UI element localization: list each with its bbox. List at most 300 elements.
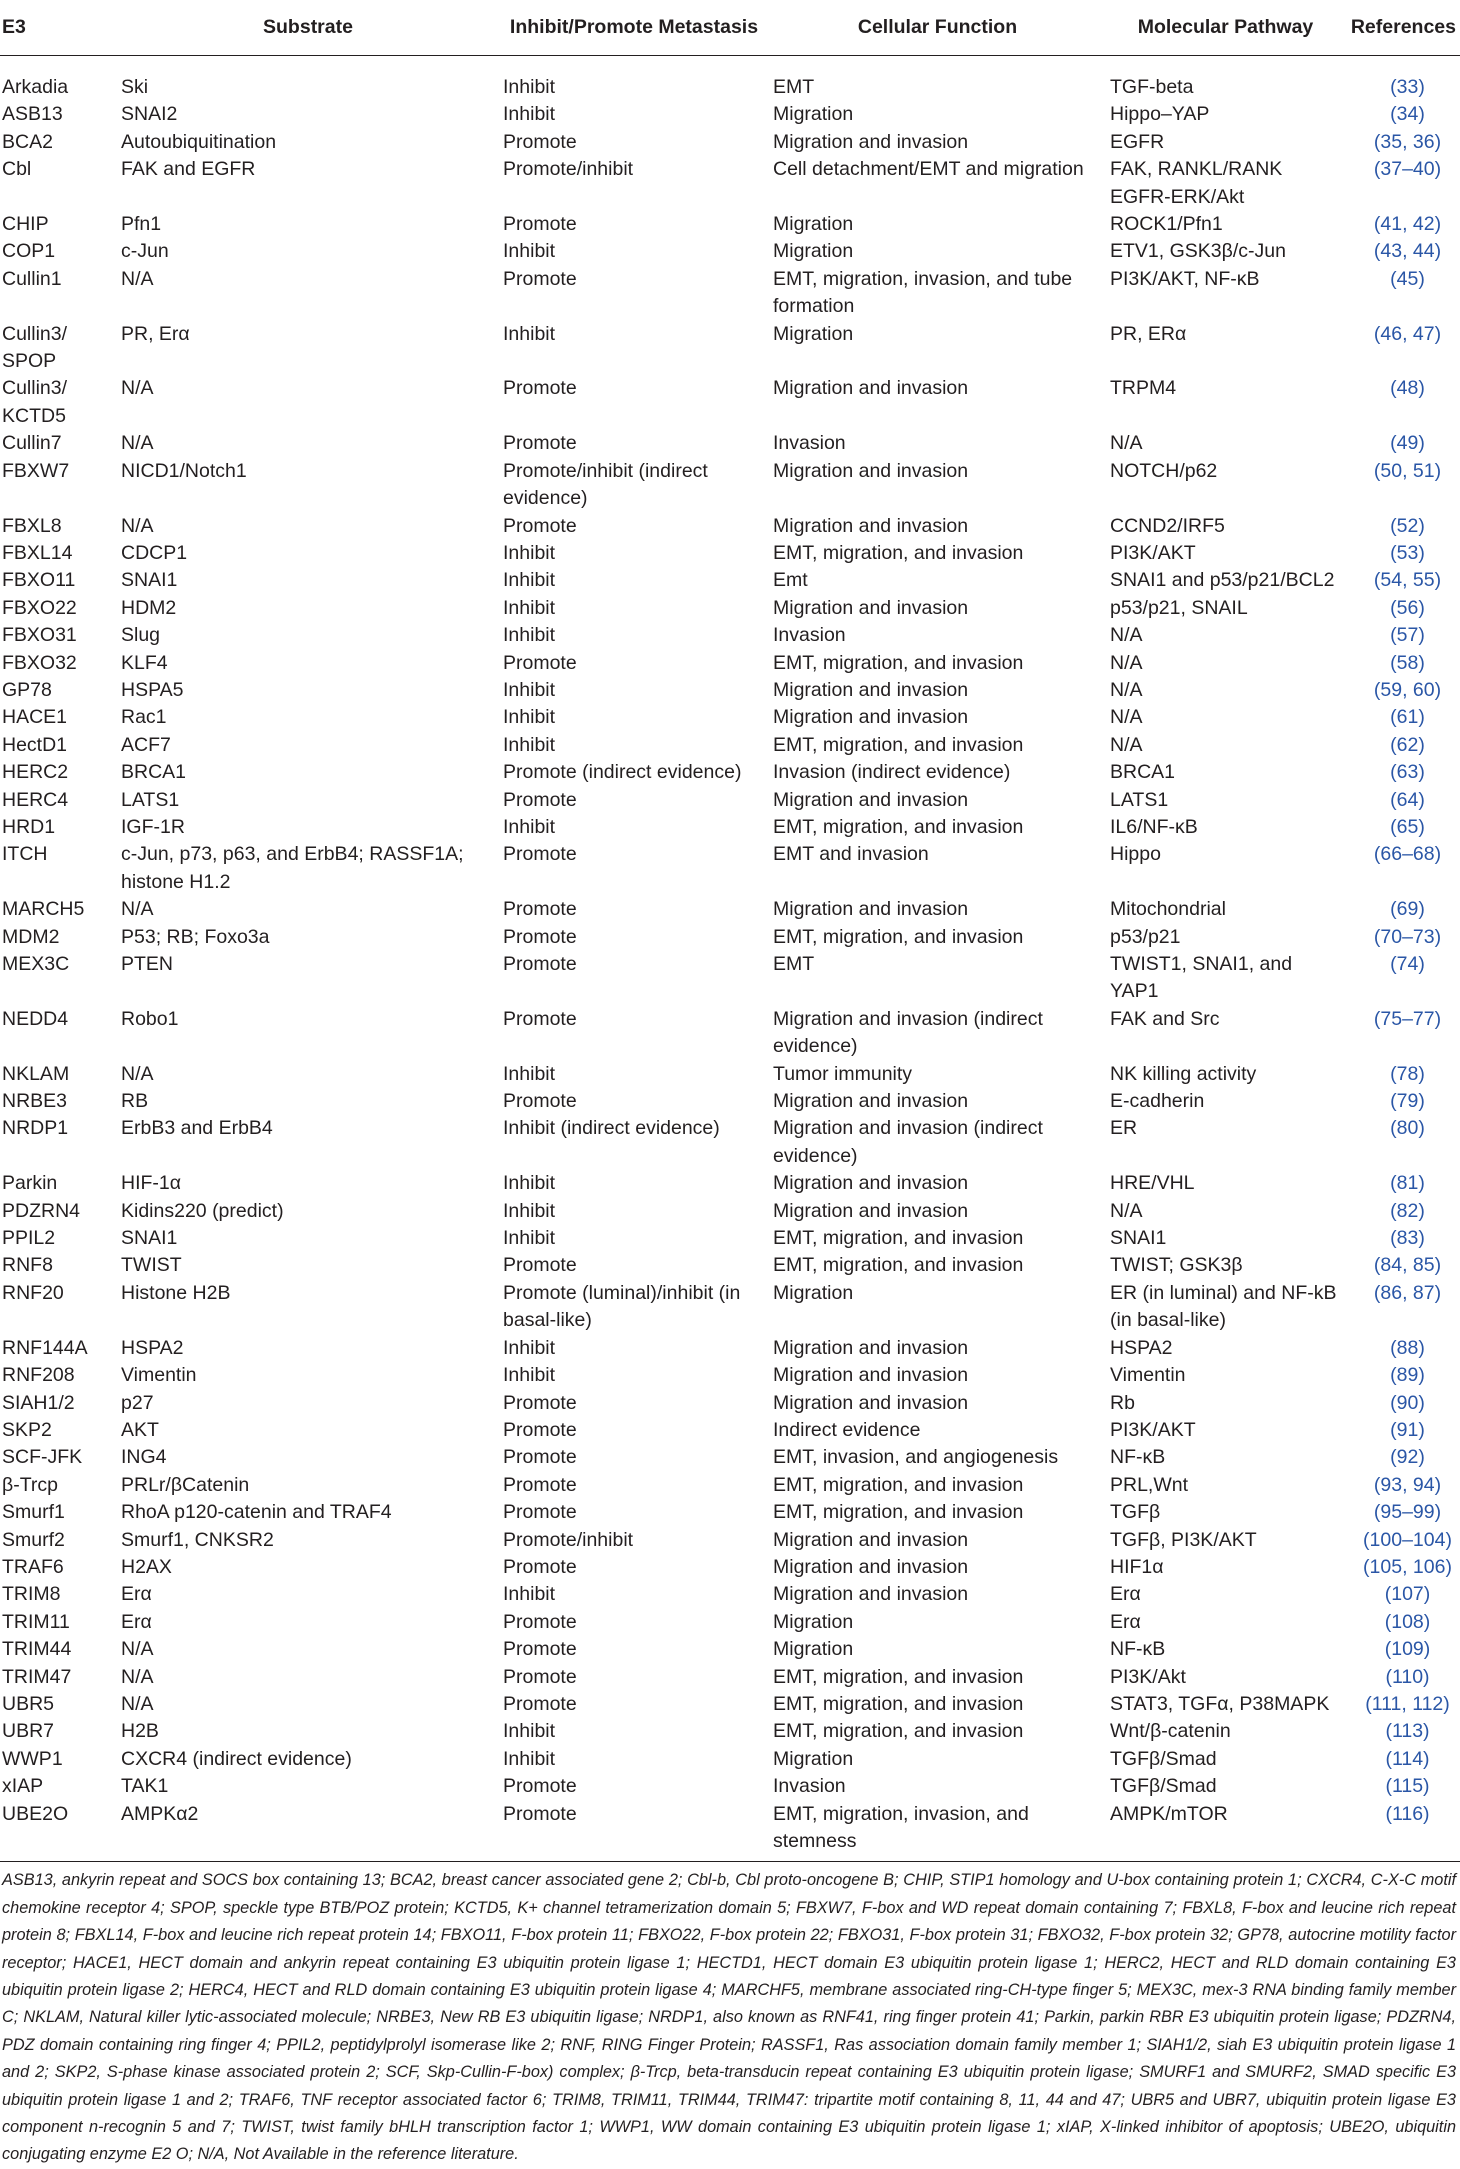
table-row [0, 1390, 1460, 1417]
cell-reference[interactable]: (115) [1385, 1775, 1430, 1798]
table-row [0, 1252, 1460, 1279]
cell-function: Migration and invasion [773, 1172, 969, 1195]
table-row [0, 1280, 1460, 1335]
cell-reference[interactable]: (41, 42) [1373, 213, 1442, 236]
table-row [0, 567, 1460, 594]
table-row [0, 951, 1460, 1006]
table-row [0, 1773, 1460, 1800]
cell-reference[interactable]: (45) [1390, 267, 1425, 290]
table-row [0, 1527, 1460, 1554]
cell-e3: HERC2 [2, 761, 69, 784]
table-row [0, 1225, 1460, 1252]
cell-pathway: N/A [1110, 706, 1143, 729]
table-footnote: ASB13, ankyrin repeat and SOCS box containing 13; BCA2, breast cancer associated gene 2; Cbl-b, Cbl proto-oncogene B; CHIP, STIP1 homology and U-box containing protein 1; CXCR4, C-X-C motif chemokine receptor 4; SPOP, speckle type BTB/POZ protein; KCTD5, K+ channel tetramerization domain 5; FBXW7, F-box and WD repeat domain containing 7; FBXL8, F-box and leucine rich repeat protein 8; FBXL14, F-box and leucine rich repeat protein 14; FBXO11, F-box protein 11; FBXO22, F-box protein 22; FBXO31, F-box protein 31; FBXO32, F-box protein 32; GP78, autocrine motility factor receptor; HACE1, HECT domain and ankyrin repeat containing E3 ubiquitin protein ligase 1; HECTD1, HECT domain E3 ubiquitin protein ligase 1; HERC2, HECT and RLD domain containing E3 ubiquitin protein ligase 2; HERC4, HECT and RLD domain containing E3 ubiquitin protein ligase 4; MARCHF5, membrane associated ring-CH-type finger 5; MEX3C, mex-3 RNA binding family member C; NKLAM, Natural killer lytic-associated molecule; NRBE3, New RB E3 ubiquitin ligase; NRDP1, also known as RNF41, ring finger protein 41; Parkin, parkin RBR E3 ubiquitin protein ligase; PDZRN4, PDZ domain containing ring finger 4; PPIL2, peptidylprolyl isomerase like 2; RNF, RING Finger Protein; RASSF1, Ras association domain family member 1; SIAH1/2, siah E3 ubiquitin protein ligase 1 and 2; SKP2, S-phase kinase associated protein 2; SCF, Skp-Cullin-F-box) complex; β-Trcp, beta-transducin repeat containing E3 ubiquitin protein ligase; SMURF1 and SMURF2, SMAD specific E3 ubiquitin protein ligase 1 and 2; TRAF6, TNF receptor associated factor 6; TRIM8, TRIM11, TRIM44, TRIM47: tripartite motif containing 8, 11, 44 and 47; UBR5 and UBR7, ubiquitin protein ligase E3 component n-recognin 5 and 7; TWIST, twist family bHLH transcription factor 1; WWP1, WW domain containing E3 ubiquitin protein ligase 1; xIAP, X-linked inhibitor of apoptosis; UBE2O, ubiquitin conjugating enzyme E2 O; N/A, Not Available in the reference literature. [2, 1871, 1456, 2164]
cell-pathway: PI3K/AKT [1110, 541, 1196, 564]
cell-pathway: p53/p21, SNAIL [1110, 596, 1248, 619]
cell-e3: PDZRN4 [2, 1199, 81, 1222]
cell-effect: Inhibit (indirect evidence) [503, 1117, 720, 1140]
cell-e3: RNF20 [2, 1281, 64, 1304]
cell-reference[interactable]: (48) [1390, 377, 1425, 400]
cell-reference[interactable]: (91) [1390, 1418, 1425, 1441]
cell-reference[interactable]: (78) [1390, 1062, 1425, 1085]
cell-pathway: FAK and Src [1110, 1007, 1220, 1030]
cell-function: Tumor immunity [773, 1062, 913, 1085]
cell-substrate: HSPA2 [121, 1336, 184, 1359]
table-row [0, 650, 1460, 677]
cell-substrate: N/A [121, 514, 154, 537]
cell-reference[interactable]: (61) [1390, 706, 1425, 729]
table-row [0, 1088, 1460, 1115]
cell-substrate: PR, Erα [121, 322, 190, 345]
cell-effect: Inhibit [503, 569, 556, 592]
cell-e3: Cullin3/ KCTD5 [2, 377, 68, 427]
cell-effect: Inhibit [503, 1062, 556, 1085]
cell-pathway: AMPK/mTOR [1110, 1802, 1228, 1825]
cell-reference[interactable]: (52) [1390, 514, 1425, 537]
cell-reference[interactable]: (37–40) [1373, 158, 1442, 181]
cell-e3: NRBE3 [2, 1090, 68, 1113]
cell-pathway: STAT3, TGFα, P38MAPK [1110, 1692, 1330, 1715]
cell-substrate: c-Jun [121, 240, 169, 263]
cell-substrate: Erα [121, 1610, 152, 1633]
cell-effect: Inhibit [503, 1720, 556, 1743]
table-row [0, 595, 1460, 622]
cell-substrate: N/A [121, 1638, 154, 1661]
table-row [0, 1006, 1460, 1061]
cell-pathway: Mitochondrial [1110, 898, 1226, 921]
cell-function: Migration [773, 1747, 854, 1770]
cell-reference[interactable]: (83) [1390, 1227, 1425, 1250]
cell-reference[interactable]: (56) [1390, 596, 1425, 619]
cell-reference[interactable]: (89) [1390, 1364, 1425, 1387]
cell-pathway: N/A [1110, 733, 1143, 756]
table-row [0, 1691, 1460, 1718]
cell-effect: Promote [503, 1090, 577, 1113]
table-row [0, 1362, 1460, 1389]
cell-reference[interactable]: (95–99) [1373, 1501, 1442, 1524]
cell-effect: Promote [503, 953, 577, 975]
cell-substrate: N/A [121, 1692, 154, 1715]
cell-effect: Promote [503, 1802, 577, 1825]
cell-e3: TRIM11 [2, 1610, 70, 1633]
cell-reference[interactable]: (82) [1390, 1199, 1425, 1222]
table-row [0, 759, 1460, 786]
cell-function: EMT, migration, and invasion [773, 541, 1024, 564]
cell-reference[interactable]: (93, 94) [1373, 1473, 1442, 1496]
cell-function: Migration and invasion (indirect evidence) [773, 1007, 1043, 1058]
table-row [0, 430, 1460, 457]
cell-pathway: TRPM4 [1110, 377, 1177, 400]
cell-effect: Promote [503, 1007, 577, 1030]
table-row [0, 101, 1460, 128]
cell-function: Migration and invasion (indirect evidence) [773, 1117, 1043, 1167]
cell-reference[interactable]: (113) [1385, 1720, 1430, 1743]
cell-e3: NRDP1 [2, 1117, 69, 1140]
cell-function: EMT, migration, and invasion [773, 1692, 1024, 1715]
cell-effect: Inhibit [503, 76, 556, 98]
cell-substrate: HDM2 [121, 596, 177, 619]
cell-function: Emt [773, 569, 808, 592]
cell-e3: xIAP [2, 1775, 44, 1798]
cell-reference[interactable]: (90) [1390, 1391, 1425, 1414]
table-row [0, 1417, 1460, 1444]
cell-effect: Inhibit [503, 1364, 556, 1387]
cell-substrate: N/A [121, 1062, 154, 1085]
cell-substrate: N/A [121, 1665, 154, 1688]
cell-function: Indirect evidence [773, 1418, 921, 1441]
cell-e3: SCF-JFK [2, 1446, 83, 1469]
cell-pathway: E-cadherin [1110, 1090, 1205, 1113]
cell-pathway: SNAI1 [1110, 1227, 1167, 1250]
cell-function: EMT, migration, and invasion [773, 1254, 1024, 1277]
table-row [0, 266, 1460, 321]
cell-effect: Promote [503, 1473, 577, 1496]
cell-substrate: N/A [121, 377, 154, 400]
cell-function: EMT, migration, and invasion [773, 815, 1024, 838]
cell-substrate: TWIST [121, 1254, 182, 1277]
table-row [0, 841, 1460, 896]
cell-reference[interactable]: (46, 47) [1373, 322, 1442, 345]
cell-reference[interactable]: (33) [1390, 76, 1425, 98]
cell-effect: Inhibit [503, 1336, 556, 1359]
cell-pathway: HIF1α [1110, 1555, 1164, 1578]
table-row [0, 1581, 1460, 1608]
cell-reference[interactable]: (114) [1385, 1747, 1430, 1770]
cell-function: Migration and invasion [773, 377, 969, 400]
cell-reference[interactable]: (75–77) [1373, 1007, 1442, 1030]
cell-function: EMT [773, 76, 815, 98]
cell-function: Migration [773, 322, 854, 345]
cell-e3: Cullin7 [2, 432, 62, 455]
cell-reference[interactable]: (54, 55) [1373, 569, 1442, 592]
cell-pathway: SNAI1 and p53/p21/BCL2 [1110, 569, 1335, 592]
table-row [0, 321, 1460, 376]
cell-reference[interactable]: (107) [1384, 1583, 1431, 1606]
cell-reference[interactable]: (59, 60) [1373, 678, 1442, 701]
table-header [0, 0, 1460, 56]
cell-effect: Promote [503, 1254, 577, 1277]
cell-pathway: TGFβ [1110, 1501, 1161, 1524]
table-row [0, 129, 1460, 156]
cell-reference[interactable]: (79) [1390, 1090, 1425, 1113]
cell-e3: FBXO11 [2, 569, 76, 592]
cell-pathway: ER [1110, 1117, 1138, 1140]
cell-function: Migration and invasion [773, 1391, 969, 1414]
cell-e3: TRIM8 [2, 1583, 61, 1606]
cell-function: Migration and invasion [773, 678, 969, 701]
cell-substrate: c-Jun, p73, p63, and ErbB4; RASSF1A; histone H1.2 [121, 843, 464, 893]
table-row [0, 1444, 1460, 1471]
cell-e3: FBXO31 [2, 624, 77, 647]
table-row [0, 513, 1460, 540]
cell-substrate: Slug [121, 624, 161, 647]
header-references: References [1345, 0, 1460, 56]
cell-e3: FBXO32 [2, 651, 77, 674]
cell-e3: SIAH1/2 [2, 1391, 75, 1414]
cell-pathway: HSPA2 [1110, 1336, 1173, 1359]
cell-e3: β-Trcp [2, 1473, 58, 1496]
cell-e3: WWP1 [2, 1747, 63, 1770]
cell-effect: Promote [503, 514, 577, 537]
cell-function: Migration and invasion [773, 706, 969, 729]
cell-function: Migration [773, 213, 854, 236]
cell-pathway: TGFβ/Smad [1110, 1775, 1217, 1798]
cell-substrate: Smurf1, CNKSR2 [121, 1528, 274, 1551]
cell-e3: RNF144A [2, 1336, 88, 1359]
table-row [0, 540, 1460, 567]
cell-pathway: TWIST1, SNAI1, and YAP1 [1110, 953, 1293, 1003]
cell-substrate: ING4 [121, 1446, 167, 1469]
cell-e3: TRIM44 [2, 1638, 72, 1661]
cell-pathway: EGFR [1110, 130, 1165, 153]
cell-reference[interactable]: (86, 87) [1373, 1281, 1442, 1304]
cell-pathway: N/A [1110, 624, 1143, 647]
cell-pathway: ETV1, GSK3β/c-Jun [1110, 240, 1286, 263]
cell-reference[interactable]: (105, 106) [1363, 1555, 1452, 1578]
cell-reference[interactable]: (70–73) [1373, 925, 1442, 948]
cell-reference[interactable]: (53) [1390, 541, 1425, 564]
cell-effect: Promote [503, 1775, 577, 1798]
cell-effect: Inhibit [503, 1583, 556, 1606]
table-row [0, 704, 1460, 731]
cell-function: Migration and invasion [773, 898, 969, 921]
table-row [0, 1115, 1460, 1170]
cell-pathway: PR, ERα [1110, 322, 1187, 345]
cell-effect: Promote [503, 130, 577, 153]
cell-reference[interactable]: (108) [1384, 1610, 1431, 1633]
cell-reference[interactable]: (66–68) [1373, 843, 1442, 866]
cell-reference[interactable]: (65) [1390, 815, 1425, 838]
cell-substrate: Autoubiquitination [121, 130, 277, 153]
cell-function: Migration and invasion [773, 514, 969, 537]
cell-function: Migration and invasion [773, 459, 969, 482]
cell-function: EMT, migration, and invasion [773, 925, 1024, 948]
cell-e3: Cullin1 [2, 267, 62, 290]
cell-reference[interactable]: (49) [1390, 432, 1425, 455]
table-row [0, 1664, 1460, 1691]
cell-function: EMT, migration, and invasion [773, 1473, 1024, 1496]
cell-reference[interactable]: (69) [1390, 898, 1425, 921]
cell-substrate: LATS1 [121, 788, 180, 811]
table-row [0, 1746, 1460, 1773]
table-row [0, 1718, 1460, 1745]
cell-effect: Inhibit [503, 1172, 556, 1195]
cell-reference[interactable]: (109) [1384, 1638, 1431, 1661]
table-row [0, 1636, 1460, 1663]
table-row [0, 458, 1460, 513]
cell-pathway: Erα [1110, 1610, 1141, 1633]
cell-reference[interactable]: (74) [1390, 953, 1425, 975]
cell-e3: HectD1 [2, 733, 68, 756]
cell-function: EMT and invasion [773, 843, 929, 866]
cell-pathway: NOTCH/p62 [1110, 459, 1218, 482]
cell-e3: CHIP [2, 213, 49, 236]
cell-reference[interactable]: (64) [1390, 788, 1425, 811]
cell-function: Migration and invasion [773, 130, 969, 153]
table-row [0, 1472, 1460, 1499]
cell-function: Invasion [773, 1775, 846, 1798]
header-e3: E3 [0, 0, 117, 56]
cell-e3: UBE2O [2, 1802, 69, 1825]
cell-substrate: p27 [121, 1391, 154, 1414]
cell-pathway: PRL,Wnt [1110, 1473, 1189, 1496]
table-row [0, 238, 1460, 265]
table-row [0, 1554, 1460, 1581]
cell-substrate: KLF4 [121, 651, 168, 674]
cell-e3: UBR7 [2, 1720, 55, 1743]
cell-substrate: Robo1 [121, 1007, 179, 1030]
cell-pathway: p53/p21 [1110, 925, 1181, 948]
cell-e3: SKP2 [2, 1418, 52, 1441]
cell-effect: Inhibit [503, 678, 556, 701]
cell-reference[interactable]: (88) [1390, 1336, 1425, 1359]
cell-substrate: Ski [121, 76, 149, 98]
cell-e3: Cbl [2, 158, 32, 181]
cell-function: EMT, migration, and invasion [773, 1665, 1024, 1688]
table-row [0, 732, 1460, 759]
cell-e3: HRD1 [2, 815, 56, 838]
cell-function: Migration and invasion [773, 1528, 969, 1551]
cell-function: Migration [773, 1281, 854, 1304]
cell-reference[interactable]: (63) [1390, 761, 1425, 784]
cell-effect: Promote [503, 788, 577, 811]
cell-effect: Inhibit [503, 240, 556, 263]
cell-effect: Inhibit [503, 596, 556, 619]
table-row [0, 896, 1460, 923]
cell-effect: Promote [503, 925, 577, 948]
cell-substrate: SNAI1 [121, 569, 178, 592]
cell-effect: Inhibit [503, 733, 556, 756]
cell-reference[interactable]: (80) [1390, 1117, 1425, 1140]
cell-effect: Inhibit [503, 624, 556, 647]
table-row [0, 56, 1460, 102]
cell-function: EMT, migration, invasion, and stemness [773, 1802, 1029, 1852]
table-row [0, 1335, 1460, 1362]
cell-e3: PPIL2 [2, 1227, 56, 1250]
cell-substrate: H2AX [121, 1555, 172, 1578]
cell-reference[interactable]: (110) [1385, 1665, 1430, 1688]
table-row [0, 787, 1460, 814]
cell-substrate: AMPKα2 [121, 1802, 199, 1825]
table-row [0, 622, 1460, 649]
cell-reference[interactable]: (43, 44) [1373, 240, 1442, 263]
cell-substrate: FAK and EGFR [121, 158, 256, 181]
cell-reference[interactable]: (92) [1390, 1446, 1425, 1469]
cell-e3: FBXW7 [2, 459, 70, 482]
cell-effect: Promote [503, 898, 577, 921]
cell-effect: Promote [503, 267, 577, 290]
cell-reference[interactable]: (116) [1385, 1802, 1430, 1825]
cell-pathway: Hippo [1110, 843, 1161, 866]
cell-effect: Inhibit [503, 103, 556, 126]
cell-e3: RNF208 [2, 1364, 75, 1387]
cell-pathway: BRCA1 [1110, 761, 1176, 784]
cell-function: Migration [773, 240, 854, 263]
cell-reference[interactable]: (100–104) [1363, 1528, 1452, 1551]
cell-e3: HACE1 [2, 706, 68, 729]
cell-reference[interactable]: (62) [1390, 733, 1425, 756]
cell-effect: Inhibit [503, 706, 556, 729]
table-row [0, 1170, 1460, 1197]
cell-pathway: FAK, RANKL/RANK EGFR-ERK/Akt [1110, 158, 1283, 208]
cell-e3: Cullin3/ SPOP [2, 322, 68, 373]
cell-substrate: ACF7 [121, 733, 171, 756]
cell-substrate: Pfn1 [121, 213, 162, 236]
cell-pathway: IL6/NF-κB [1110, 815, 1198, 838]
cell-reference[interactable]: (57) [1390, 624, 1425, 647]
cell-reference[interactable]: (84, 85) [1373, 1254, 1442, 1277]
cell-e3: MDM2 [2, 925, 60, 948]
table-row [0, 814, 1460, 841]
cell-pathway: Hippo–YAP [1110, 103, 1210, 126]
cell-pathway: Vimentin [1110, 1364, 1186, 1387]
cell-e3: ASB13 [2, 103, 63, 126]
cell-function: Migration and invasion [773, 1336, 969, 1359]
table-row [0, 211, 1460, 238]
cell-effect: Promote [503, 651, 577, 674]
cell-pathway: HRE/VHL [1110, 1172, 1195, 1195]
cell-effect: Promote/inhibit [503, 158, 634, 181]
cell-effect: Promote [503, 1638, 577, 1661]
cell-pathway: Rb [1110, 1391, 1135, 1414]
cell-pathway: CCND2/IRF5 [1110, 514, 1225, 537]
cell-e3: COP1 [2, 240, 56, 263]
cell-pathway: NF-κB [1110, 1446, 1166, 1469]
cell-function: EMT [773, 953, 815, 975]
cell-effect: Promote [503, 1610, 577, 1633]
cell-effect: Inhibit [503, 815, 556, 838]
cell-reference[interactable]: (81) [1390, 1172, 1425, 1195]
cell-substrate: P53; RB; Foxo3a [121, 925, 270, 948]
cell-substrate: Histone H2B [121, 1281, 231, 1304]
cell-pathway: TWIST; GSK3β [1110, 1254, 1243, 1277]
cell-pathway: Wnt/β-catenin [1110, 1720, 1231, 1743]
cell-reference[interactable]: (50, 51) [1373, 459, 1442, 482]
cell-e3: FBXO22 [2, 596, 77, 619]
cell-substrate: N/A [121, 267, 154, 290]
cell-function: EMT, migration, and invasion [773, 1720, 1024, 1743]
cell-e3: NKLAM [2, 1062, 70, 1085]
cell-effect: Promote [503, 1391, 577, 1414]
cell-substrate: Kidins220 (predict) [121, 1199, 284, 1222]
cell-substrate: SNAI1 [121, 1227, 178, 1250]
cell-e3: FBXL14 [2, 541, 73, 564]
cell-effect: Inhibit [503, 541, 556, 564]
cell-pathway: PI3K/AKT [1110, 1418, 1196, 1441]
cell-pathway: ROCK1/Pfn1 [1110, 213, 1223, 236]
cell-function: Migration [773, 1638, 854, 1661]
cell-reference[interactable]: (111, 112) [1365, 1692, 1450, 1715]
cell-e3: NEDD4 [2, 1007, 69, 1030]
cell-effect: Promote [503, 1665, 577, 1688]
table-row [0, 1801, 1460, 1862]
cell-function: Migration and invasion [773, 1364, 969, 1387]
cell-substrate: Erα [121, 1583, 152, 1606]
header-substrate: Substrate [117, 0, 499, 56]
cell-reference[interactable]: (34) [1390, 103, 1425, 126]
cell-function: EMT, migration, and invasion [773, 1501, 1024, 1524]
header-row [0, 0, 1460, 56]
cell-effect: Promote [503, 1501, 577, 1524]
cell-reference[interactable]: (58) [1390, 651, 1425, 674]
cell-effect: Promote [503, 432, 577, 455]
cell-e3: TRAF6 [2, 1555, 64, 1578]
cell-effect: Promote (indirect evidence) [503, 761, 742, 784]
cell-effect: Inhibit [503, 322, 556, 345]
cell-reference[interactable]: (35, 36) [1373, 130, 1442, 153]
cell-function: EMT, migration, invasion, and tube formation [773, 267, 1073, 318]
cell-pathway: TGFβ/Smad [1110, 1747, 1217, 1770]
